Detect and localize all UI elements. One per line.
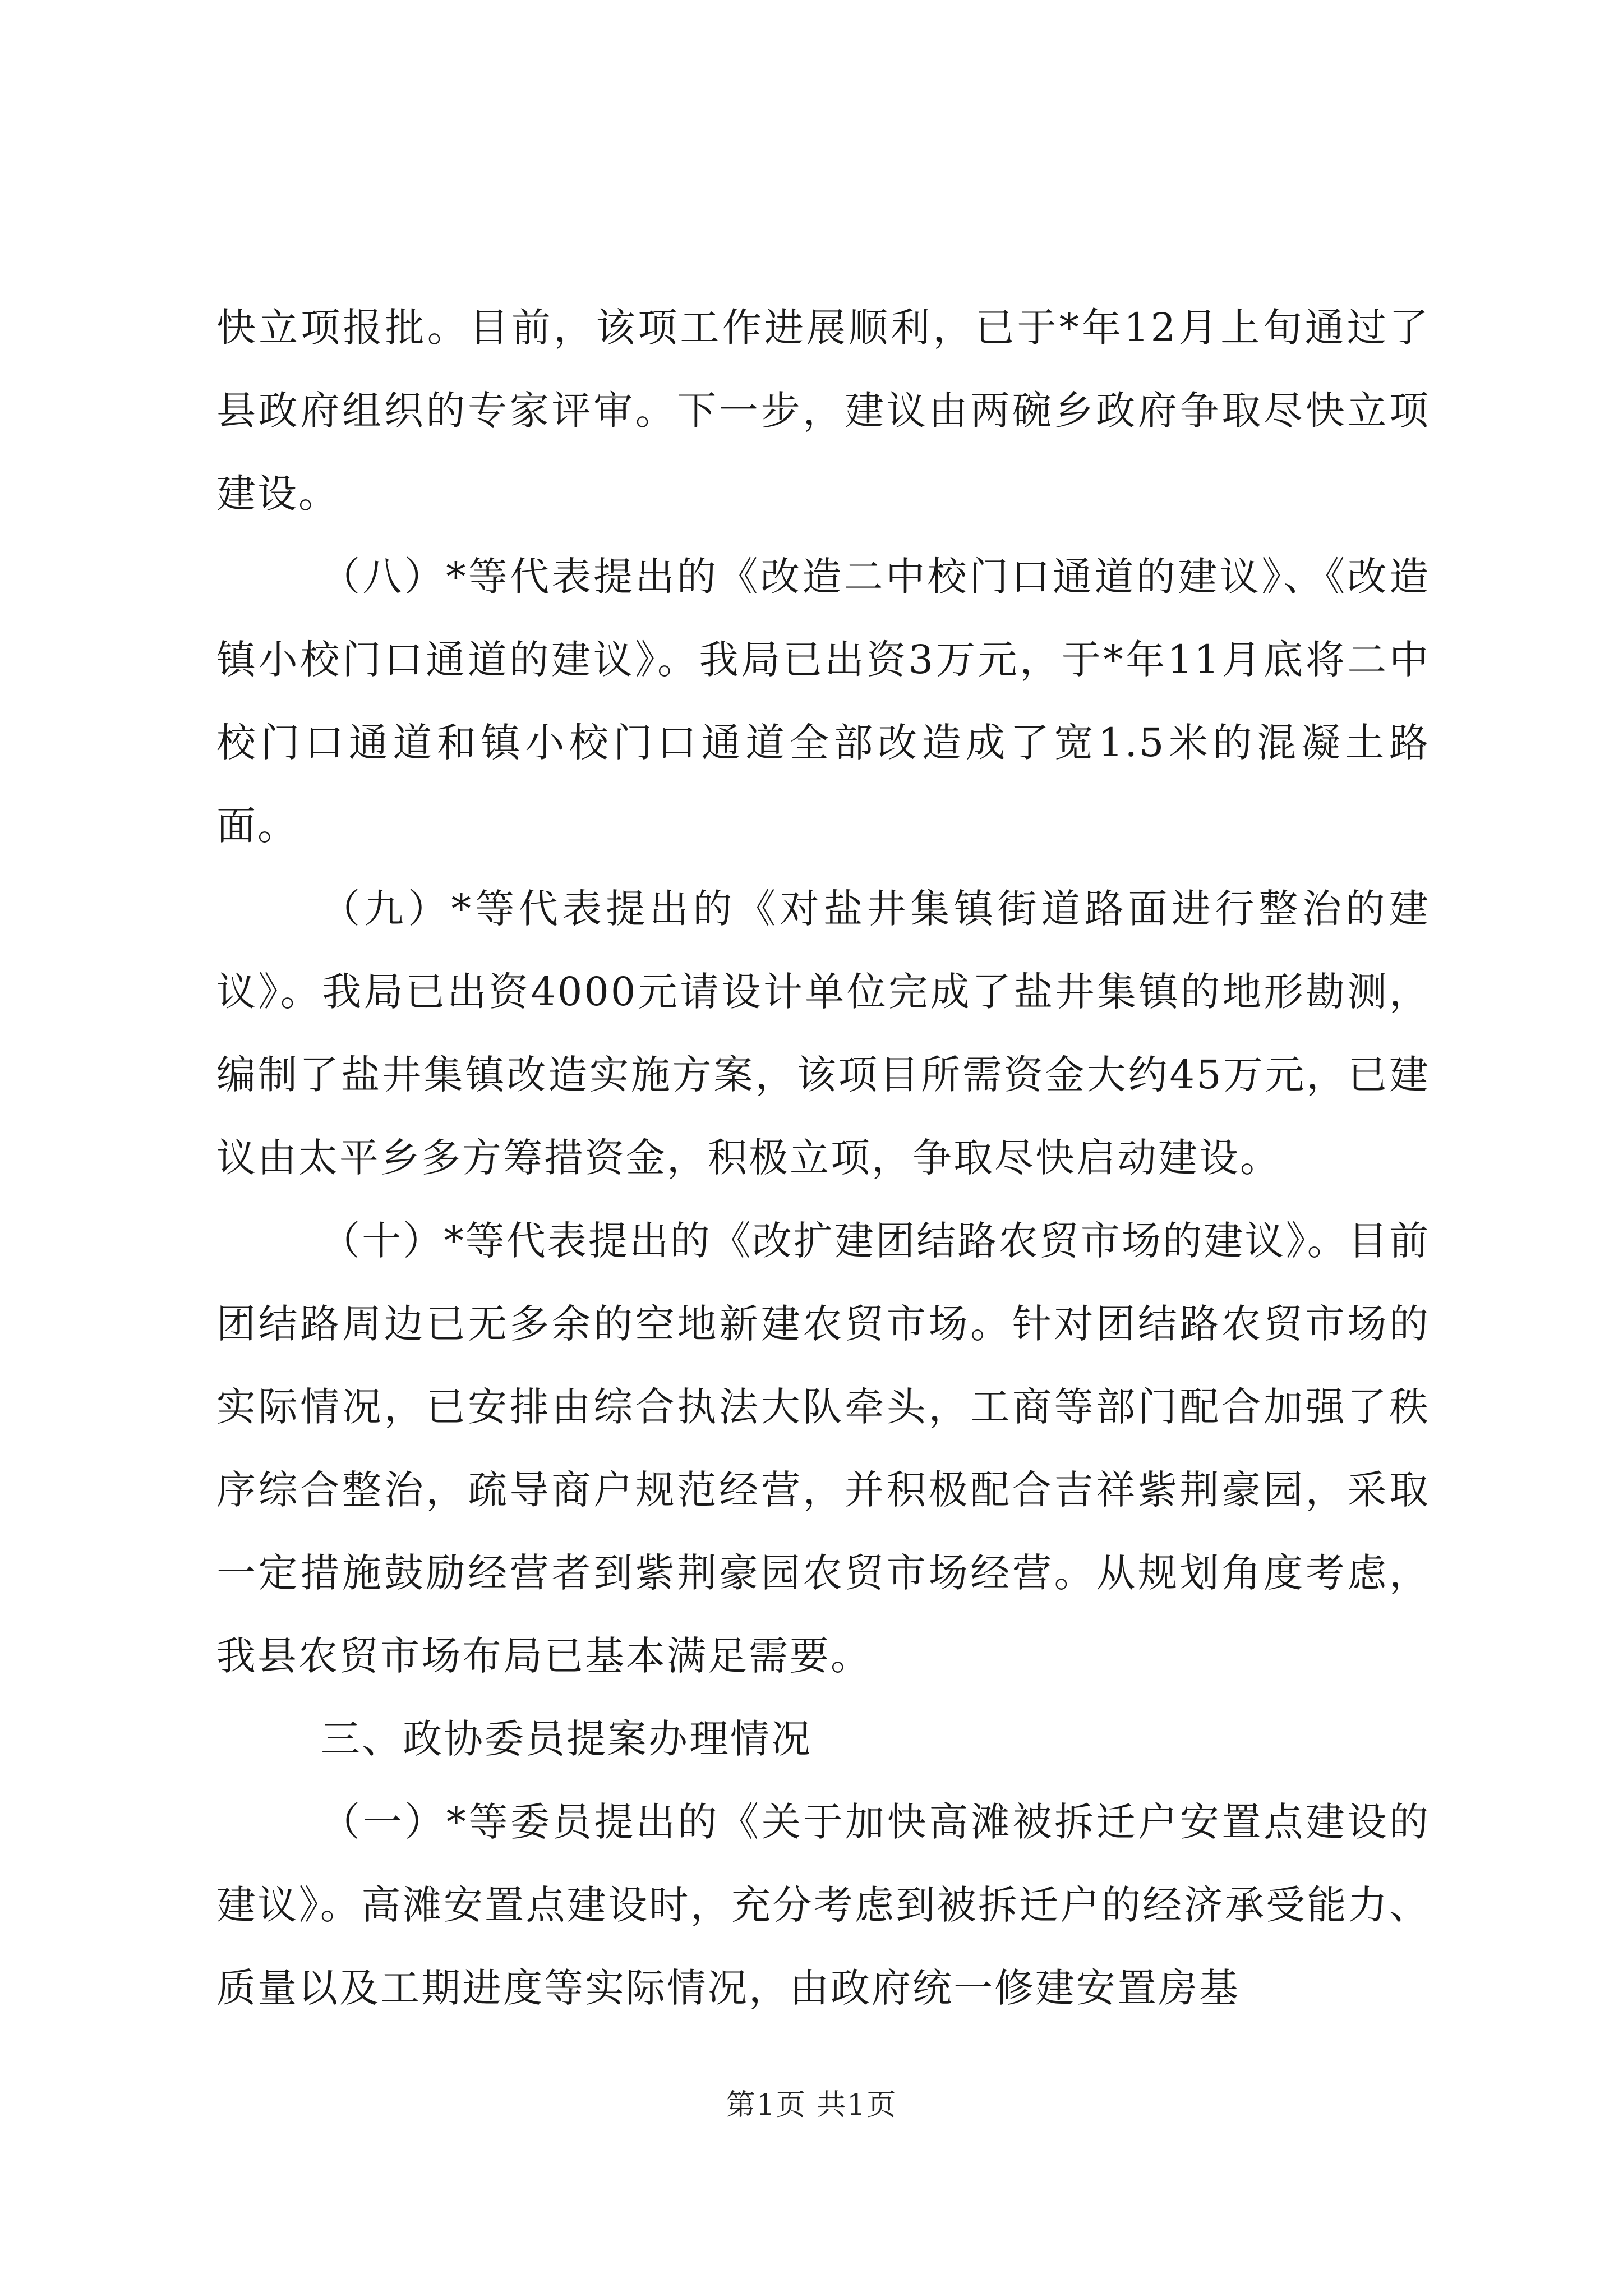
document-body — [216, 286, 1430, 2030]
page-footer — [0, 2086, 1623, 2125]
paragraph-item-10: （十）*等代表提出的《改扩建团结路农贸市场的建议》。目前团结路周边已无多余的空地新建农贸市场。针对团结路农贸市场的实际情况，已安排由综合执法大队牵头，工商等部门配合加强了秩序综合整治，疏导商户规范经营，并积极配合吉祥紫荆豪园，采取一定措施鼓励经营者到紫荆豪园农贸市场经营。从规划角度考虑，我县农贸市场布局已基本满足需要。 — [216, 1218, 1430, 1679]
page-number: 第1页 共1页 — [726, 2088, 897, 2122]
paragraph-continuation: 快立项报批。目前，该项工作进展顺利，已于*年12月上旬通过了县政府组织的专家评审。下一步，建议由两碗乡政府争取尽快立项建设。 — [216, 305, 1430, 517]
paragraph-item-9: （九）*等代表提出的《对盐井集镇街道路面进行整治的建议》。我局已出资4000元请设计单位完成了盐井集镇的地形勘测，编制了盐井集镇改造实施方案，该项目所需资金大约45万元，已建议由太平乡多方筹措资金，积极立项，争取尽快启动建设。 — [216, 886, 1430, 1181]
paragraph-item-8: （八）*等代表提出的《改造二中校门口通道的建议》、《改造镇小校门口通道的建议》。我局已出资3万元，于*年11月底将二中校门口通道和镇小校门口通道全部改造成了宽1.5米的混凝土路面。 — [216, 554, 1430, 849]
paragraph-proposal-1: （一）*等委员提出的《关于加快高滩被拆迁户安置点建设的建议》。高滩安置点建设时，充分考虑到被拆迁户的经济承受能力、质量以及工期进度等实际情况，由政府统一修建安置房基 — [216, 1799, 1430, 2011]
section-heading: 三、政协委员提案办理情况 — [321, 1716, 812, 1762]
